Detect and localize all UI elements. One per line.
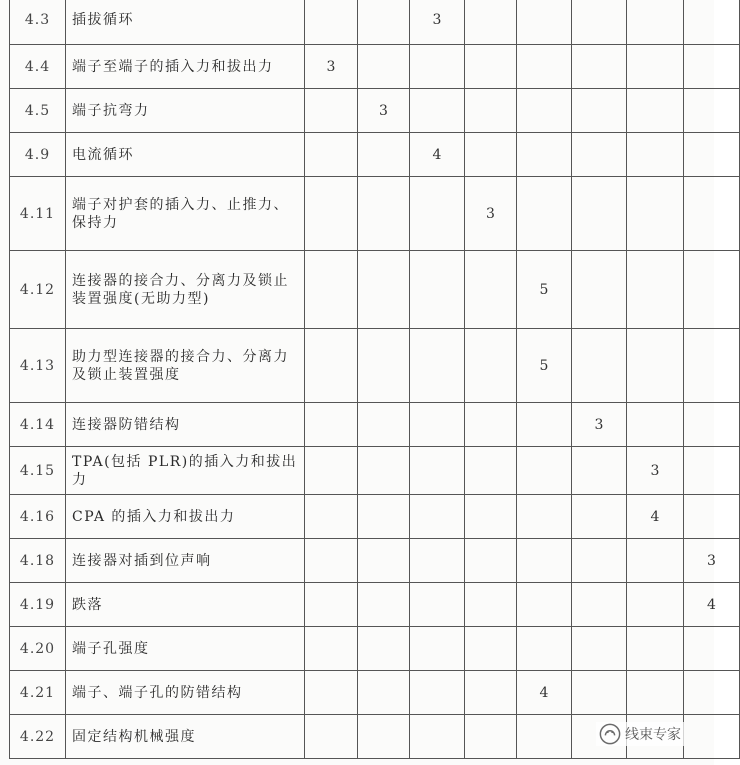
empty-cell xyxy=(358,133,410,177)
sequence-value: 4 xyxy=(684,583,740,627)
empty-cell xyxy=(358,539,410,583)
empty-cell xyxy=(572,495,627,539)
empty-cell xyxy=(305,0,358,45)
empty-cell xyxy=(572,447,627,495)
test-item-name: CPA 的插入力和拔出力 xyxy=(66,495,305,539)
empty-cell xyxy=(572,177,627,251)
empty-cell xyxy=(305,133,358,177)
sequence-value: 4 xyxy=(627,495,684,539)
empty-cell xyxy=(358,495,410,539)
empty-cell xyxy=(627,251,684,329)
empty-cell xyxy=(358,251,410,329)
empty-cell xyxy=(684,251,740,329)
empty-cell xyxy=(305,177,358,251)
empty-cell xyxy=(684,495,740,539)
empty-cell xyxy=(517,133,572,177)
table-row xyxy=(10,495,740,539)
test-item-name: 电流循环 xyxy=(66,133,305,177)
empty-cell xyxy=(627,583,684,627)
empty-cell xyxy=(572,583,627,627)
empty-cell xyxy=(572,539,627,583)
empty-cell xyxy=(465,329,517,403)
empty-cell xyxy=(627,671,684,715)
empty-cell xyxy=(358,671,410,715)
empty-cell xyxy=(627,0,684,45)
empty-cell xyxy=(465,539,517,583)
empty-cell xyxy=(305,539,358,583)
clause-number: 4.19 xyxy=(10,583,66,627)
empty-cell xyxy=(572,0,627,45)
empty-cell xyxy=(410,627,465,671)
watermark xyxy=(596,722,684,746)
empty-cell xyxy=(517,177,572,251)
table-row xyxy=(10,89,740,133)
empty-cell xyxy=(410,539,465,583)
empty-cell xyxy=(305,627,358,671)
empty-cell xyxy=(305,329,358,403)
empty-cell xyxy=(684,133,740,177)
test-item-name: 跌落 xyxy=(66,583,305,627)
sequence-value: 3 xyxy=(572,403,627,447)
sequence-value: 3 xyxy=(358,89,410,133)
empty-cell xyxy=(684,329,740,403)
empty-cell xyxy=(358,177,410,251)
empty-cell xyxy=(572,329,627,403)
empty-cell xyxy=(684,447,740,495)
empty-cell xyxy=(410,251,465,329)
empty-cell xyxy=(572,89,627,133)
empty-cell xyxy=(358,403,410,447)
empty-cell xyxy=(410,583,465,627)
empty-cell xyxy=(517,447,572,495)
clause-number: 4.5 xyxy=(10,89,66,133)
empty-cell xyxy=(358,45,410,89)
table-row xyxy=(10,539,740,583)
wechat-official-account-icon xyxy=(599,723,621,745)
table-row xyxy=(10,177,740,251)
empty-cell xyxy=(465,403,517,447)
table-row xyxy=(10,627,740,671)
empty-cell xyxy=(517,627,572,671)
empty-cell xyxy=(358,0,410,45)
empty-cell xyxy=(572,251,627,329)
clause-number: 4.4 xyxy=(10,45,66,89)
empty-cell xyxy=(684,671,740,715)
empty-cell xyxy=(465,583,517,627)
empty-cell xyxy=(517,0,572,45)
empty-cell xyxy=(627,329,684,403)
empty-cell xyxy=(627,89,684,133)
empty-cell xyxy=(465,251,517,329)
sequence-value: 3 xyxy=(305,45,358,89)
test-item-name: 连接器防错结构 xyxy=(66,403,305,447)
empty-cell xyxy=(410,45,465,89)
test-item-name: 端子至端子的插入力和拔出力 xyxy=(66,45,305,89)
empty-cell xyxy=(517,495,572,539)
empty-cell xyxy=(517,89,572,133)
sequence-value: 5 xyxy=(517,329,572,403)
sequence-value: 3 xyxy=(684,539,740,583)
table-body xyxy=(10,0,740,759)
table-row xyxy=(10,329,740,403)
clause-number: 4.21 xyxy=(10,671,66,715)
empty-cell xyxy=(465,447,517,495)
empty-cell xyxy=(465,45,517,89)
table-row xyxy=(10,251,740,329)
sequence-value: 4 xyxy=(517,671,572,715)
test-item-name: TPA(包括 PLR)的插入力和拔出力 xyxy=(66,447,305,495)
table-row xyxy=(10,583,740,627)
sequence-value: 4 xyxy=(410,133,465,177)
table-row xyxy=(10,133,740,177)
test-item-name: 端子对护套的插入力、止推力、保持力 xyxy=(66,177,305,251)
empty-cell xyxy=(358,583,410,627)
clause-number: 4.15 xyxy=(10,447,66,495)
test-item-name: 连接器的接合力、分离力及锁止装置强度(无助力型) xyxy=(66,251,305,329)
empty-cell xyxy=(465,0,517,45)
empty-cell xyxy=(517,403,572,447)
empty-cell xyxy=(627,133,684,177)
clause-number: 4.11 xyxy=(10,177,66,251)
empty-cell xyxy=(358,447,410,495)
empty-cell xyxy=(465,671,517,715)
empty-cell xyxy=(572,45,627,89)
clause-number: 4.20 xyxy=(10,627,66,671)
empty-cell xyxy=(572,671,627,715)
empty-cell xyxy=(627,627,684,671)
clause-number: 4.14 xyxy=(10,403,66,447)
empty-cell xyxy=(627,539,684,583)
empty-cell xyxy=(627,403,684,447)
empty-cell xyxy=(305,89,358,133)
table-row xyxy=(10,45,740,89)
empty-cell xyxy=(517,715,572,759)
empty-cell xyxy=(410,403,465,447)
clause-number: 4.12 xyxy=(10,251,66,329)
sequence-value: 5 xyxy=(517,251,572,329)
empty-cell xyxy=(465,495,517,539)
empty-cell xyxy=(572,133,627,177)
watermark-text: 线束专家 xyxy=(625,727,681,743)
sequence-value: 3 xyxy=(627,447,684,495)
empty-cell xyxy=(465,627,517,671)
empty-cell xyxy=(465,715,517,759)
clause-number: 4.9 xyxy=(10,133,66,177)
empty-cell xyxy=(410,495,465,539)
empty-cell xyxy=(684,715,740,759)
table-row xyxy=(10,0,740,45)
clause-number: 4.16 xyxy=(10,495,66,539)
empty-cell xyxy=(465,89,517,133)
empty-cell xyxy=(684,89,740,133)
empty-cell xyxy=(684,403,740,447)
empty-cell xyxy=(465,133,517,177)
test-item-name: 端子孔强度 xyxy=(66,627,305,671)
table-row xyxy=(10,403,740,447)
test-item-table xyxy=(9,0,740,759)
test-item-name: 端子抗弯力 xyxy=(66,89,305,133)
clause-number: 4.3 xyxy=(10,0,66,45)
empty-cell xyxy=(305,715,358,759)
empty-cell xyxy=(305,671,358,715)
empty-cell xyxy=(305,403,358,447)
empty-cell xyxy=(305,495,358,539)
clause-number: 4.18 xyxy=(10,539,66,583)
test-item-name: 插拔循环 xyxy=(66,0,305,45)
empty-cell xyxy=(517,539,572,583)
empty-cell xyxy=(684,177,740,251)
empty-cell xyxy=(358,627,410,671)
empty-cell xyxy=(684,627,740,671)
empty-cell xyxy=(517,583,572,627)
test-item-name: 固定结构机械强度 xyxy=(66,715,305,759)
empty-cell xyxy=(305,583,358,627)
test-item-name: 端子、端子孔的防错结构 xyxy=(66,671,305,715)
clause-number: 4.13 xyxy=(10,329,66,403)
empty-cell xyxy=(410,89,465,133)
empty-cell xyxy=(410,329,465,403)
empty-cell xyxy=(517,45,572,89)
empty-cell xyxy=(572,627,627,671)
table-row xyxy=(10,671,740,715)
sequence-value: 3 xyxy=(410,0,465,45)
test-item-name: 连接器对插到位声响 xyxy=(66,539,305,583)
empty-cell xyxy=(684,0,740,45)
empty-cell xyxy=(684,45,740,89)
sequence-value: 3 xyxy=(465,177,517,251)
empty-cell xyxy=(627,45,684,89)
empty-cell xyxy=(305,251,358,329)
empty-cell xyxy=(410,447,465,495)
clause-number: 4.22 xyxy=(10,715,66,759)
empty-cell xyxy=(358,329,410,403)
empty-cell xyxy=(358,715,410,759)
empty-cell xyxy=(627,177,684,251)
empty-cell xyxy=(410,671,465,715)
empty-cell xyxy=(410,715,465,759)
empty-cell xyxy=(305,447,358,495)
table-row xyxy=(10,447,740,495)
test-item-name: 助力型连接器的接合力、分离力及锁止装置强度 xyxy=(66,329,305,403)
empty-cell xyxy=(410,177,465,251)
